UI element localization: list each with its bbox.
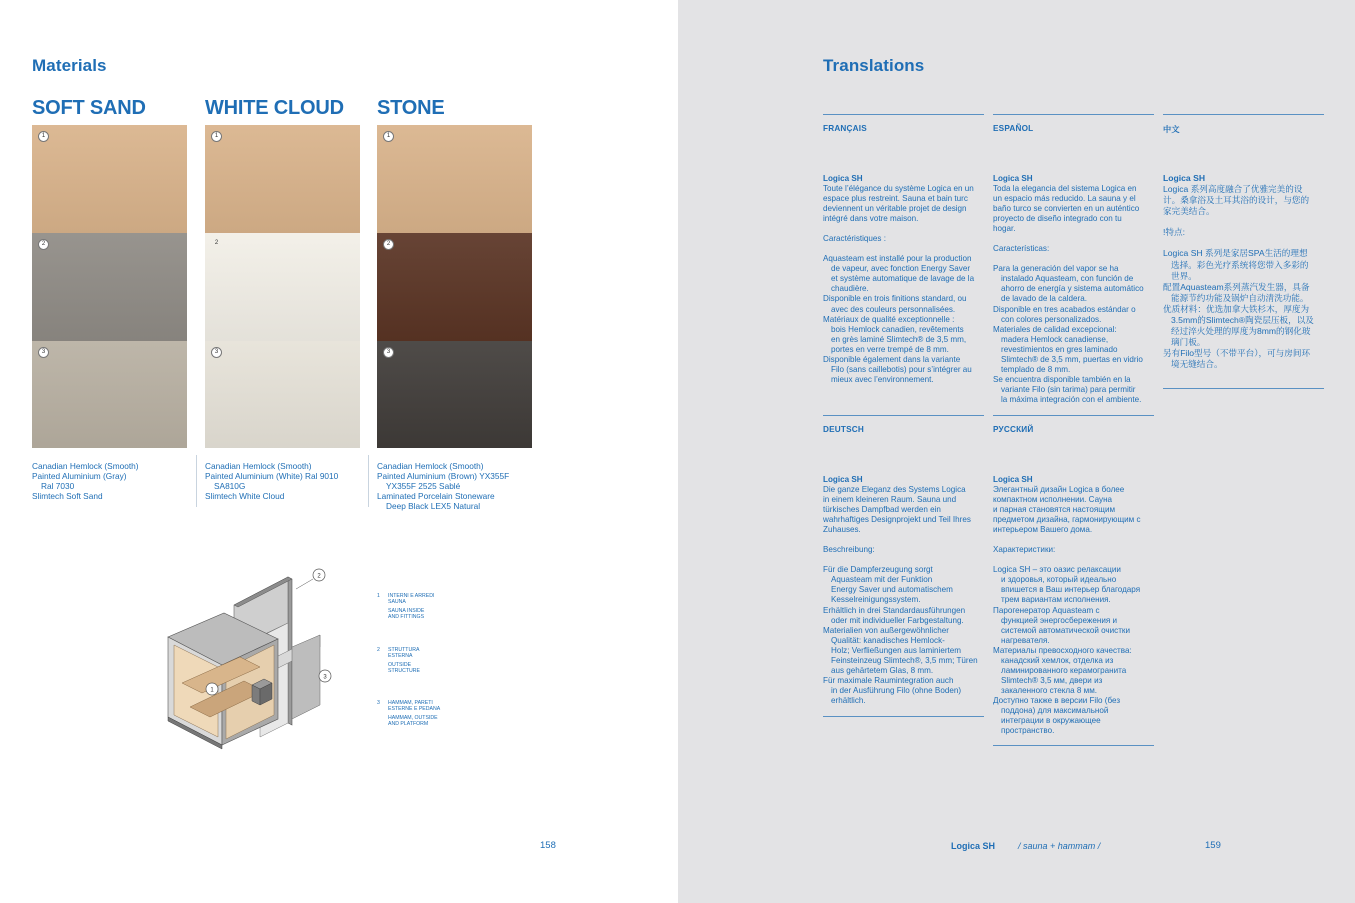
feature-line: 选择。彩色光疗系统将您带入多彩的 xyxy=(1171,259,1309,270)
caption-line: Canadian Hemlock (Smooth) xyxy=(32,461,139,471)
caption-stone xyxy=(377,461,537,511)
feature-line: Logica SH – это оазис релаксации xyxy=(993,565,1121,575)
feature-line: 3.5mm的Slimtech®陶瓷层压板，以及 xyxy=(1171,315,1314,326)
text-block-spanish xyxy=(993,174,1156,405)
feature-line: канадский хемлок, отделка из xyxy=(1001,655,1114,665)
swatch-number: 1 xyxy=(383,131,394,142)
intro-line: Zuhauses. xyxy=(823,525,861,535)
intro-line: intégré dans votre maison. xyxy=(823,214,919,224)
feature-line: Disponible en trois finitions standard, ou xyxy=(823,294,967,304)
lang-label: FRANÇAIS xyxy=(823,124,867,133)
legend-text-it: ESTERNA xyxy=(388,653,413,660)
feature-line: функцией энергосбережения и xyxy=(1001,615,1117,625)
feature-line: et système automatique de lavage de la xyxy=(831,274,975,284)
page-number-left: 158 xyxy=(540,840,556,851)
feature-line: впишется в Ваш интерьер благодаря xyxy=(1001,585,1141,595)
caption-line: Slimtech White Cloud xyxy=(205,491,285,501)
caption-white-cloud xyxy=(205,461,365,501)
feature-line: Para la generación del vapor se ha xyxy=(993,264,1119,274)
legend-text-it: ESTERNE E PEDANA xyxy=(388,706,441,713)
features-title: Características: xyxy=(993,244,1050,254)
sauna-exploded-diagram xyxy=(160,565,360,755)
header-rule xyxy=(1163,114,1324,115)
product-name: Logica SH xyxy=(823,475,863,484)
caption-soft-sand xyxy=(32,461,192,501)
legend-text-en: SAUNA INSIDE xyxy=(388,607,425,614)
intro-line: Элегантный дизайн Logica в более xyxy=(993,485,1125,495)
swatch-number: 2 xyxy=(38,239,49,250)
feature-line: aus gehärtetem Glas, 8 mm. xyxy=(831,665,934,675)
feature-line: Materialien von außergewöhnlicher xyxy=(823,625,949,635)
lang-header-german xyxy=(823,415,984,434)
intro-line: 家完美结合。 xyxy=(1163,206,1215,217)
features-title: Beschreibung: xyxy=(823,545,875,555)
callout-label: 1 xyxy=(210,687,214,694)
feature-line: con colores personalizados. xyxy=(1001,314,1102,324)
caption-line: Painted Aluminium (Gray) xyxy=(32,471,127,481)
intro-line: Toda la elegancia del sistema Logica en xyxy=(993,184,1137,194)
swatch-painted-aluminium xyxy=(32,233,187,341)
feature-line: 优质材料：优选加拿大铁杉木，厚度为 xyxy=(1163,303,1310,314)
lang-header-spanish xyxy=(993,114,1154,133)
intro-line: proyecto de diseño integrado con tu xyxy=(993,214,1122,224)
product-name: Logica SH xyxy=(1163,173,1206,183)
swatch-number: 3 xyxy=(383,347,394,358)
feature-line: Logica SH 系列是家居SPA生活的理想 xyxy=(1163,248,1308,259)
feature-line: Aquasteam mit der Funktion xyxy=(831,575,933,585)
intro-line: türkisches Dampfbad werden ein xyxy=(823,505,941,515)
legend-text-en: AND PLATFORM xyxy=(388,720,429,727)
feature-line: en grès laminé Slimtech® de 3,5 mm, xyxy=(831,334,967,344)
feature-line: Qualität: kanadisches Hemlock- xyxy=(831,635,945,645)
caption-line: Deep Black LEX5 Natural xyxy=(386,501,481,511)
material-name-stone: STONE xyxy=(377,97,445,119)
swatch-porcelain-stoneware xyxy=(377,341,532,448)
legend-item-1 xyxy=(377,593,487,620)
feature-line: in der Ausführung Filo (ohne Boden) xyxy=(831,685,962,695)
materials-title: Materials xyxy=(32,56,107,75)
feature-line: de vapeur, avec fonction Energy Saver xyxy=(831,264,971,274)
swatch-slimtech xyxy=(32,341,187,448)
legend-text-it: SAUNA xyxy=(388,599,406,606)
feature-line: нагревателя. xyxy=(1001,635,1050,645)
page-number-right: 159 xyxy=(1205,840,1221,851)
intro-line: Toute l’élégance du système Logica en un xyxy=(823,184,974,194)
legend-text-en: AND FITTINGS xyxy=(388,613,425,620)
feature-line: Kesselreinigungssystem. xyxy=(831,595,921,605)
feature-line: la máxima integración con el ambiente. xyxy=(1001,394,1142,404)
feature-line: интеграции в окружающее xyxy=(1001,716,1101,726)
feature-line: Доступно также в версии Filo (без xyxy=(993,695,1121,705)
feature-line: Feinsteinzeug Slimtech®, 3,5 mm; Türen xyxy=(831,655,978,665)
feature-line: Für maximale Raumintegration auch xyxy=(823,675,954,685)
feature-line: закаленного стекла 8 мм. xyxy=(1001,685,1098,695)
product-name: Logica SH xyxy=(823,174,863,183)
header-rule xyxy=(993,415,1154,416)
feature-line: mieux avec l’environnement. xyxy=(831,374,934,384)
feature-line: de lavado de la caldera. xyxy=(1001,294,1087,304)
features-title: !特点: xyxy=(1163,227,1185,238)
feature-line: пространство. xyxy=(1001,726,1055,736)
feature-line: Energy Saver und automatischem xyxy=(831,585,953,595)
feature-line: erhältlich. xyxy=(831,695,866,705)
hammam-wall xyxy=(292,635,320,719)
lang-label: 中文 xyxy=(1163,125,1180,134)
intro-line: un espacio más reducido. La sauna y el xyxy=(993,194,1136,204)
swatch-number: 2 xyxy=(383,239,394,250)
feature-line: oder mit individueller Farbgestaltung. xyxy=(831,615,964,625)
intro-line: hogar. xyxy=(993,224,1016,234)
feature-line: instalado Aquasteam, con función de xyxy=(1001,274,1134,284)
feature-line: Für die Dampferzeugung sorgt xyxy=(823,565,933,575)
intro-line: baño turco se convierten en un auténtico xyxy=(993,204,1140,214)
material-name-soft-sand: SOFT SAND xyxy=(32,97,146,119)
caption-line: SA810G xyxy=(214,481,246,491)
right-page xyxy=(678,0,1355,903)
feature-line: 经过淬火处理的厚度为8mm的钢化玻 xyxy=(1171,326,1311,337)
legend-text-it: INTERNI E ARREDI xyxy=(388,593,435,599)
footer-brand: Logica SH xyxy=(951,841,996,851)
swatch-wood xyxy=(377,125,532,233)
lang-header-russian xyxy=(993,415,1154,434)
legend-number: 1 xyxy=(377,593,380,599)
text-block-french xyxy=(823,174,986,385)
lang-label: РУССКИЙ xyxy=(993,425,1034,434)
caption-line: Painted Aluminium (White) Ral 9010 xyxy=(205,471,339,481)
feature-line: Erhältlich in drei Standardausführungen xyxy=(823,605,966,615)
header-rule xyxy=(823,415,984,416)
legend-number: 3 xyxy=(377,700,380,706)
caption-line: YX355F 2525 Sablé xyxy=(386,481,461,491)
feature-line: Filo (sans caillebotis) pour s’intégrer au xyxy=(831,364,972,374)
callout-label: 2 xyxy=(317,573,321,580)
feature-line: 另有Filo型号（不带平台），可与房间环 xyxy=(1163,348,1311,359)
callout-label: 3 xyxy=(323,674,327,681)
intro-line: Logica 系列高度融合了优雅完美的设 xyxy=(1163,184,1303,195)
legend-text-it: STRUTTURA xyxy=(388,647,420,653)
lang-label: ESPAÑOL xyxy=(993,124,1034,133)
intro-line: компактном исполнении. Сауна xyxy=(993,495,1113,505)
intro-line: интерьером Вашего дома. xyxy=(993,525,1093,535)
feature-line: templado de 8 mm. xyxy=(1001,364,1071,374)
feature-line: revestimientos en gres laminado xyxy=(1001,344,1118,354)
callout-leader xyxy=(296,579,313,589)
lang-label: DEUTSCH xyxy=(823,425,864,434)
intro-line: wahrhaftiges Designprojekt und Teil Ihres xyxy=(823,515,971,525)
swatch-number: 1 xyxy=(211,131,222,142)
header-rule xyxy=(823,114,984,115)
legend-text-en: HAMMAM, OUTSIDE xyxy=(388,714,438,721)
feature-line: Se encuentra disponible también en la xyxy=(993,374,1131,384)
feature-line: и здоровья, который идеально xyxy=(1001,575,1117,585)
text-block-chinese xyxy=(1163,173,1326,371)
german-end-rule xyxy=(823,716,984,717)
intro-line: и парная становятся настоящим xyxy=(993,505,1116,515)
features-title: Характеристики: xyxy=(993,545,1056,555)
legend-text-en: STRUCTURE xyxy=(388,667,420,674)
column-divider xyxy=(368,455,369,507)
swatch-painted-aluminium xyxy=(377,233,532,341)
lang-header-french xyxy=(823,114,984,133)
legend-item-2 xyxy=(377,647,487,674)
intro-line: in einem kleineren Raum. Sauna und xyxy=(823,495,957,505)
header-rule xyxy=(993,114,1154,115)
feature-line: Парогенератор Aquasteam с xyxy=(993,605,1100,615)
feature-line: bois Hemlock canadien, revêtements xyxy=(831,324,964,334)
feature-line: madera Hemlock canadiense, xyxy=(1001,334,1109,344)
caption-line: Canadian Hemlock (Smooth) xyxy=(377,461,484,471)
swatch-wood xyxy=(205,125,360,233)
features-title: Caractéristiques : xyxy=(823,234,886,244)
intro-line: предметом дизайна, гармонирующим с xyxy=(993,515,1141,525)
feature-line: Disponible également dans la variante xyxy=(823,354,961,364)
swatch-wood xyxy=(32,125,187,233)
lang-header-chinese xyxy=(1163,114,1324,135)
caption-line: Canadian Hemlock (Smooth) xyxy=(205,461,312,471)
intro-line: 计。桑拿浴及土耳其浴的设计，与您的 xyxy=(1163,195,1310,206)
legend-text-en: OUTSIDE xyxy=(388,661,412,668)
feature-line: трем вариантам исполнения. xyxy=(1001,595,1111,605)
feature-line: Holz; Verfließungen aus laminiertem xyxy=(831,645,962,655)
feature-line: Slimtech® 3,5 мм, двери из xyxy=(1001,675,1103,685)
feature-line: avec des couleurs personnalisées. xyxy=(831,304,956,314)
translations-title: Translations xyxy=(823,56,925,75)
swatch-number: 3 xyxy=(211,347,222,358)
chinese-end-rule xyxy=(1163,388,1324,389)
feature-line: системой автоматической очистки xyxy=(1001,625,1130,635)
feature-line: Disponible en tres acabados estándar o xyxy=(993,304,1136,314)
feature-line: 璃门板。 xyxy=(1171,337,1206,348)
text-block-german xyxy=(823,475,986,706)
text-block-russian xyxy=(993,475,1156,736)
feature-line: 配置Aquasteam系列蒸汽发生器，具备 xyxy=(1163,281,1310,292)
footer-category: / sauna + hammam / xyxy=(1018,841,1101,851)
legend-item-3 xyxy=(377,700,487,727)
feature-line: ламинированного керамогранита xyxy=(1001,665,1127,675)
intro-line: deviennent un véritable projet de design xyxy=(823,204,967,214)
feature-line: variante Filo (sin tarima) para permitir xyxy=(1001,384,1136,394)
feature-line: Matériaux de qualité exceptionnelle : xyxy=(823,314,955,324)
feature-line: Материалы превосходного качества: xyxy=(993,645,1132,655)
product-name: Logica SH xyxy=(993,174,1033,183)
swatch-column-stone xyxy=(377,125,532,448)
product-name: Logica SH xyxy=(993,475,1033,484)
russian-end-rule xyxy=(993,745,1154,746)
feature-line: Aquasteam est installé pour la production xyxy=(823,254,972,264)
swatch-column-soft-sand xyxy=(32,125,187,448)
caption-line: Laminated Porcelain Stoneware xyxy=(377,491,495,501)
column-divider xyxy=(196,455,197,507)
feature-line: chaudière. xyxy=(831,284,869,294)
swatch-number: 3 xyxy=(38,347,49,358)
feature-line: 世界。 xyxy=(1171,270,1197,281)
swatch-number: 1 xyxy=(38,131,49,142)
feature-line: portes en verre trempé de 8 mm. xyxy=(831,344,949,354)
legend-text-it: HAMMAM, PARETI xyxy=(388,700,433,706)
caption-line: Ral 7030 xyxy=(41,481,75,491)
feature-line: поддона) для максимальной xyxy=(1001,705,1109,715)
feature-line: Slimtech® de 3,5 mm, puertas en vidrio xyxy=(1001,354,1143,364)
swatch-painted-aluminium xyxy=(205,233,360,341)
intro-line: espace plus restreint. Sauna et bain turc xyxy=(823,194,968,204)
feature-line: ahorro de energía y sistema automático xyxy=(1001,284,1144,294)
legend-number: 2 xyxy=(377,647,380,653)
feature-line: 能源节约功能及锅炉自动清洗功能。 xyxy=(1171,292,1309,303)
swatch-number: 2 xyxy=(214,240,219,246)
intro-line: Die ganze Eleganz des Systems Logica xyxy=(823,485,966,495)
material-name-white-cloud: WHITE CLOUD xyxy=(205,97,344,119)
feature-line: Materiales de calidad excepcional: xyxy=(993,324,1117,334)
caption-line: Painted Aluminium (Brown) YX355F xyxy=(377,471,510,481)
swatch-slimtech xyxy=(205,341,360,448)
feature-line: 境无缝结合。 xyxy=(1171,359,1223,370)
caption-line: Slimtech Soft Sand xyxy=(32,491,103,501)
swatch-column-white-cloud xyxy=(205,125,360,448)
